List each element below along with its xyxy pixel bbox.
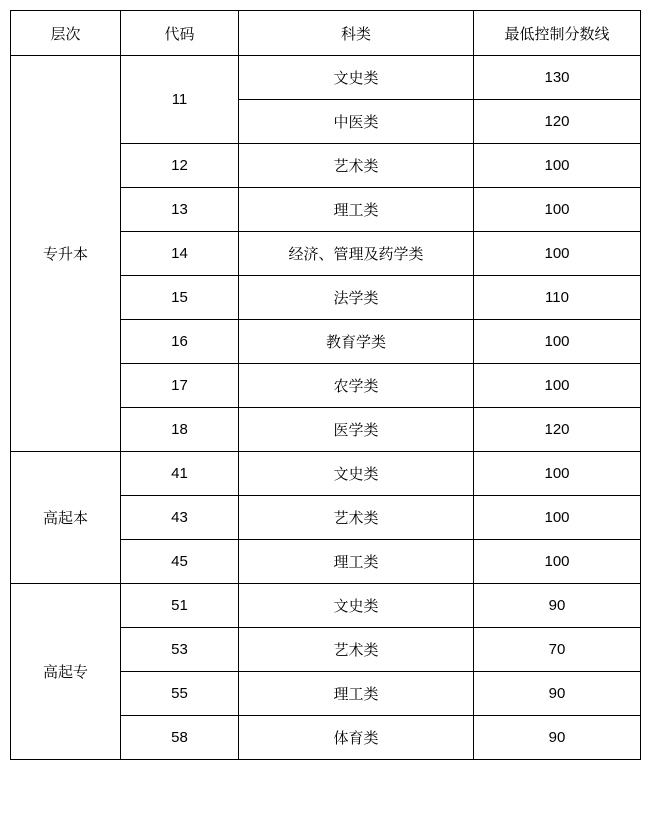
code-cell: 53 <box>121 628 239 672</box>
column-header-major: 科类 <box>239 11 474 56</box>
score-cell: 100 <box>474 188 641 232</box>
score-cell: 100 <box>474 452 641 496</box>
score-cell: 100 <box>474 540 641 584</box>
major-cell: 艺术类 <box>239 628 474 672</box>
major-cell: 文史类 <box>239 56 474 100</box>
header-row <box>11 11 641 56</box>
score-cell: 100 <box>474 320 641 364</box>
score-cell: 120 <box>474 100 641 144</box>
level-cell: 专升本 <box>11 56 121 452</box>
table-body <box>11 56 641 760</box>
major-cell: 农学类 <box>239 364 474 408</box>
major-cell: 艺术类 <box>239 144 474 188</box>
major-cell: 经济、管理及药学类 <box>239 232 474 276</box>
major-cell: 理工类 <box>239 540 474 584</box>
major-cell: 理工类 <box>239 672 474 716</box>
score-cell: 90 <box>474 716 641 760</box>
code-cell: 11 <box>121 56 239 144</box>
code-cell: 41 <box>121 452 239 496</box>
score-cell: 110 <box>474 276 641 320</box>
score-cell: 120 <box>474 408 641 452</box>
admission-score-table <box>10 10 641 760</box>
table-row <box>11 56 641 100</box>
score-cell: 90 <box>474 672 641 716</box>
major-cell: 体育类 <box>239 716 474 760</box>
table-row <box>11 584 641 628</box>
major-cell: 文史类 <box>239 584 474 628</box>
major-cell: 艺术类 <box>239 496 474 540</box>
major-cell: 理工类 <box>239 188 474 232</box>
level-cell: 高起本 <box>11 452 121 584</box>
major-cell: 医学类 <box>239 408 474 452</box>
score-cell: 130 <box>474 56 641 100</box>
table-header <box>11 11 641 56</box>
level-cell: 高起专 <box>11 584 121 760</box>
code-cell: 18 <box>121 408 239 452</box>
score-cell: 70 <box>474 628 641 672</box>
column-header-level: 层次 <box>11 11 121 56</box>
code-cell: 12 <box>121 144 239 188</box>
major-cell: 法学类 <box>239 276 474 320</box>
code-cell: 17 <box>121 364 239 408</box>
table-row <box>11 452 641 496</box>
score-cell: 100 <box>474 232 641 276</box>
code-cell: 13 <box>121 188 239 232</box>
code-cell: 43 <box>121 496 239 540</box>
major-cell: 教育学类 <box>239 320 474 364</box>
score-cell: 90 <box>474 584 641 628</box>
major-cell: 文史类 <box>239 452 474 496</box>
score-cell: 100 <box>474 144 641 188</box>
code-cell: 16 <box>121 320 239 364</box>
major-cell: 中医类 <box>239 100 474 144</box>
code-cell: 51 <box>121 584 239 628</box>
score-cell: 100 <box>474 496 641 540</box>
code-cell: 45 <box>121 540 239 584</box>
column-header-code: 代码 <box>121 11 239 56</box>
code-cell: 15 <box>121 276 239 320</box>
score-cell: 100 <box>474 364 641 408</box>
code-cell: 55 <box>121 672 239 716</box>
code-cell: 14 <box>121 232 239 276</box>
column-header-score: 最低控制分数线 <box>474 11 641 56</box>
code-cell: 58 <box>121 716 239 760</box>
